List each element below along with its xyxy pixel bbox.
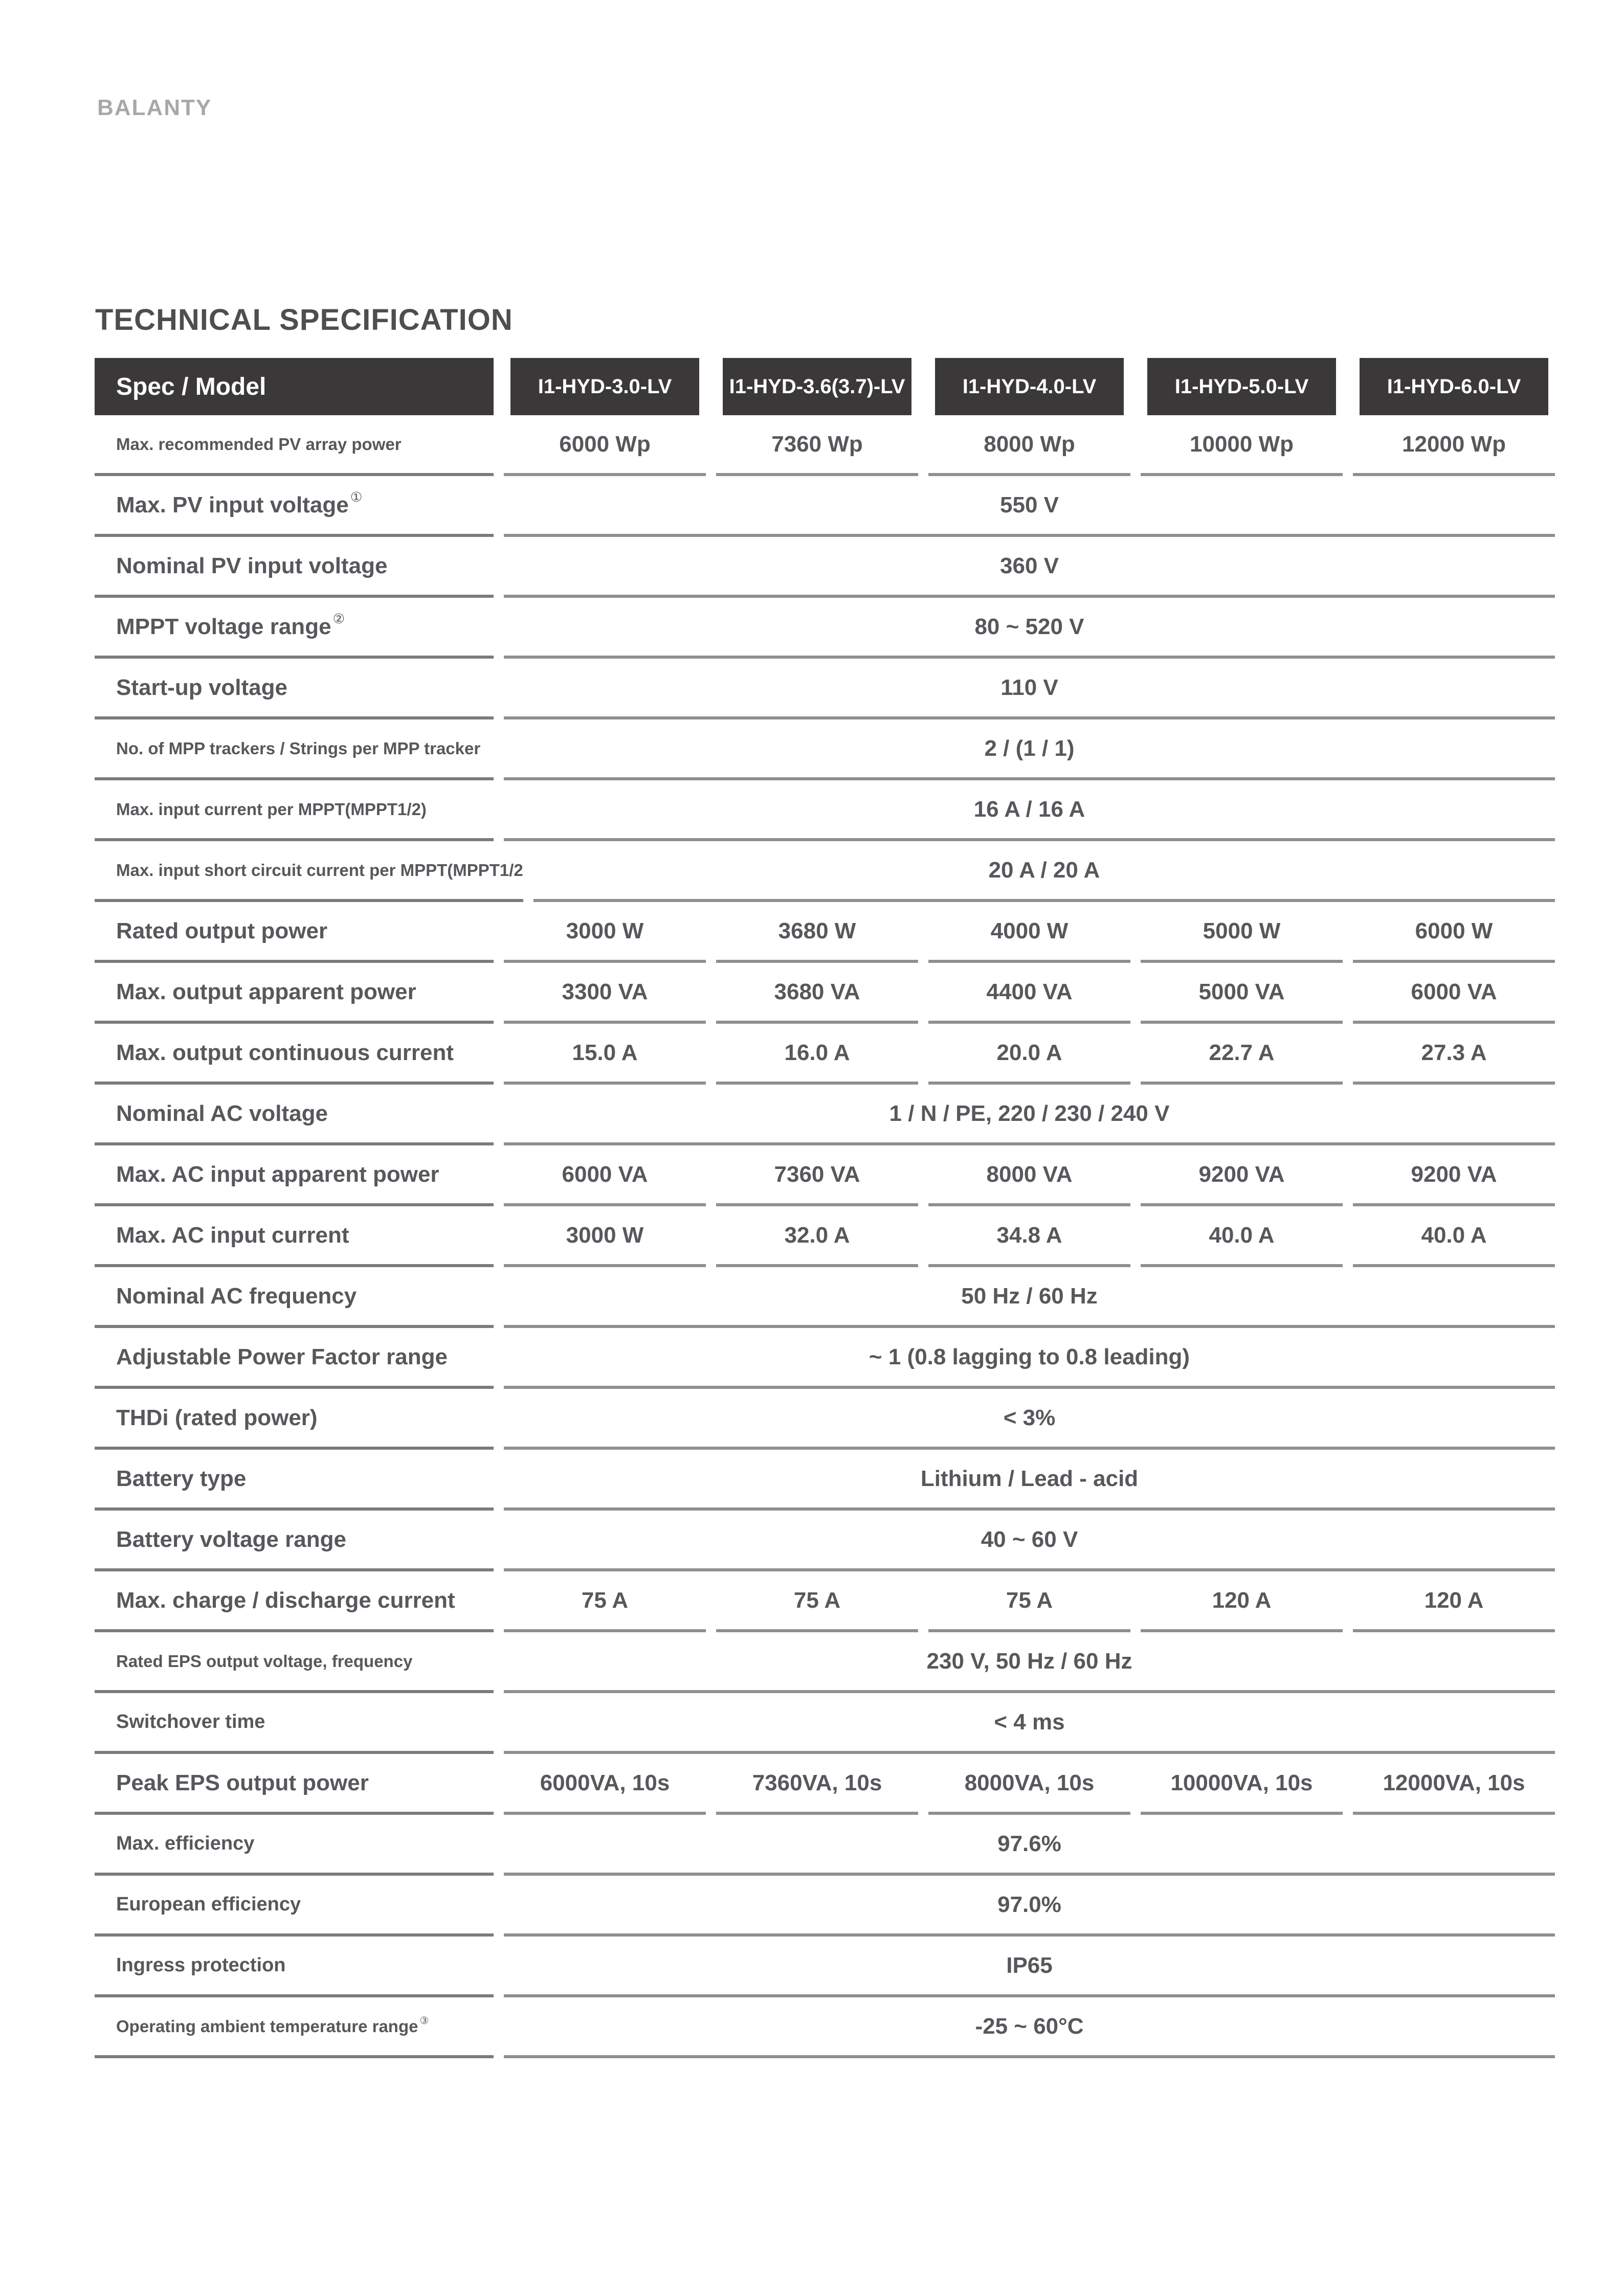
row-label-text: European efficiency: [116, 1894, 301, 1915]
row-values: [504, 1571, 1555, 1632]
value-cell: 7360 Wp: [716, 415, 918, 476]
row-label-text: Max. output continuous current: [116, 1040, 454, 1065]
row-label-text: MPPT voltage range: [116, 614, 331, 639]
row-label-text: Nominal AC voltage: [116, 1100, 328, 1126]
spec-row: [95, 537, 1555, 598]
spec-row: [95, 659, 1555, 719]
spec-row: [95, 1328, 1555, 1389]
model-header-col: [1353, 358, 1555, 415]
merged-value-cell: 20 A / 20 A: [533, 841, 1555, 902]
value-cell: 6000 VA: [1353, 963, 1555, 1024]
row-label: [95, 719, 494, 780]
row-label-text: Battery type: [116, 1466, 247, 1491]
value-cell: 12000 Wp: [1353, 415, 1555, 476]
merged-value-cell: -25 ~ 60°C: [504, 1997, 1555, 2058]
value-cell: 12000VA, 10s: [1353, 1754, 1555, 1815]
row-label: [95, 1024, 494, 1085]
row-label-text: Max. charge / discharge current: [116, 1587, 455, 1613]
spec-row: [95, 841, 1555, 902]
spec-row: [95, 1815, 1555, 1876]
value-cell: 3000 W: [504, 1206, 706, 1267]
spec-row: [95, 1937, 1555, 1997]
model-header-col: [928, 358, 1130, 415]
value-cell: 5000 VA: [1141, 963, 1343, 1024]
merged-value-cell: 97.6%: [504, 1815, 1555, 1876]
spec-row: [95, 1145, 1555, 1206]
value-cell: 20.0 A: [928, 1024, 1130, 1085]
value-cell: 32.0 A: [716, 1206, 918, 1267]
model-header-col: [716, 358, 918, 415]
row-label: [95, 902, 494, 963]
row-values: [504, 719, 1555, 780]
spec-row: [95, 415, 1555, 476]
spec-row: [95, 1997, 1555, 2058]
row-label-text: Max. input short circuit current per MPPT(MPPT1/2: [116, 860, 523, 880]
row-values: [504, 902, 1555, 963]
spec-row: [95, 1632, 1555, 1693]
row-values: [504, 1937, 1555, 1997]
spec-row: [95, 1206, 1555, 1267]
value-cell: 16.0 A: [716, 1024, 918, 1085]
merged-value-cell: 50 Hz / 60 Hz: [504, 1267, 1555, 1328]
row-label-text: Max. PV input voltage: [116, 492, 349, 517]
row-label-text: No. of MPP trackers / Strings per MPP tracker: [116, 738, 481, 758]
merged-value-cell: 110 V: [504, 659, 1555, 719]
spec-row: [95, 1024, 1555, 1085]
spec-row: [95, 476, 1555, 537]
row-label: [95, 1389, 494, 1450]
row-label: [95, 1511, 494, 1571]
value-cell: 10000VA, 10s: [1141, 1754, 1343, 1815]
row-label: [95, 780, 494, 841]
row-values: [504, 1328, 1555, 1389]
row-label: [95, 1997, 494, 2058]
merged-value-cell: Lithium / Lead - acid: [504, 1450, 1555, 1511]
value-cell: 8000 Wp: [928, 415, 1130, 476]
row-values: [504, 1389, 1555, 1450]
row-label-text: Max. efficiency: [116, 1833, 255, 1854]
row-values: [504, 1206, 1555, 1267]
spec-row: [95, 1571, 1555, 1632]
value-cell: 7360VA, 10s: [716, 1754, 918, 1815]
row-values: [504, 659, 1555, 719]
value-cell: 3680 VA: [716, 963, 918, 1024]
row-values: [504, 537, 1555, 598]
merged-value-cell: 550 V: [504, 476, 1555, 537]
row-label-text: Max. input current per MPPT(MPPT1/2): [116, 799, 427, 819]
row-label-text: Start-up voltage: [116, 674, 287, 700]
model-header-cell: I1-HYD-6.0-LV: [1360, 358, 1548, 415]
value-cell: 34.8 A: [928, 1206, 1130, 1267]
row-values: [504, 780, 1555, 841]
spec-row: [95, 1085, 1555, 1145]
row-label: [95, 1754, 494, 1815]
spec-row: [95, 1267, 1555, 1328]
spec-table: [95, 358, 1555, 2058]
row-label: [95, 963, 494, 1024]
model-header-cells: [504, 358, 1555, 415]
row-label: [95, 1206, 494, 1267]
spec-row: [95, 719, 1555, 780]
footnote-marker: ③: [419, 2015, 429, 2027]
value-cell: 6000 W: [1353, 902, 1555, 963]
model-header-cell: I1-HYD-4.0-LV: [935, 358, 1124, 415]
value-cell: 3000 W: [504, 902, 706, 963]
value-cell: 6000VA, 10s: [504, 1754, 706, 1815]
row-values: [504, 1145, 1555, 1206]
value-cell: 4000 W: [928, 902, 1130, 963]
value-cell: 40.0 A: [1141, 1206, 1343, 1267]
value-cell: 75 A: [716, 1571, 918, 1632]
row-values: [504, 963, 1555, 1024]
row-values: [504, 1450, 1555, 1511]
row-values: [504, 1876, 1555, 1937]
merged-value-cell: 80 ~ 520 V: [504, 598, 1555, 659]
row-label-text: THDi (rated power): [116, 1405, 318, 1430]
row-label-text: Adjustable Power Factor range: [116, 1344, 448, 1369]
value-cell: 10000 Wp: [1141, 415, 1343, 476]
value-cell: 40.0 A: [1353, 1206, 1555, 1267]
page-title: TECHNICAL SPECIFICATION: [95, 303, 513, 336]
value-cell: 4400 VA: [928, 963, 1130, 1024]
merged-value-cell: 230 V, 50 Hz / 60 Hz: [504, 1632, 1555, 1693]
row-label: [95, 537, 494, 598]
spec-row: [95, 598, 1555, 659]
merged-value-cell: 2 / (1 / 1): [504, 719, 1555, 780]
value-cell: 9200 VA: [1141, 1145, 1343, 1206]
row-values: [504, 1632, 1555, 1693]
row-values: [504, 1511, 1555, 1571]
spec-row: [95, 1389, 1555, 1450]
row-label: [95, 1876, 494, 1937]
row-label-text: Nominal AC frequency: [116, 1283, 357, 1309]
row-label: [95, 1328, 494, 1389]
model-header-cell: I1-HYD-5.0-LV: [1147, 358, 1336, 415]
row-label: [95, 1632, 494, 1693]
row-label-text: Battery voltage range: [116, 1526, 346, 1552]
row-label: [95, 1145, 494, 1206]
row-values: [504, 1267, 1555, 1328]
value-cell: 6000 Wp: [504, 415, 706, 476]
value-cell: 120 A: [1141, 1571, 1343, 1632]
table-corner-cell: Spec / Model: [95, 358, 494, 415]
row-label-text: Rated output power: [116, 918, 328, 943]
spec-row: [95, 1693, 1555, 1754]
model-header-col: [1141, 358, 1343, 415]
merged-value-cell: ~ 1 (0.8 lagging to 0.8 leading): [504, 1328, 1555, 1389]
value-cell: 15.0 A: [504, 1024, 706, 1085]
row-label-text: Max. AC input apparent power: [116, 1161, 439, 1187]
spec-row: [95, 780, 1555, 841]
brand-logo: BALANTY: [97, 95, 212, 120]
row-values: [504, 1693, 1555, 1754]
value-cell: 7360 VA: [716, 1145, 918, 1206]
value-cell: 8000 VA: [928, 1145, 1130, 1206]
value-cell: 75 A: [504, 1571, 706, 1632]
row-label: [95, 598, 494, 659]
row-label: [95, 1450, 494, 1511]
row-label: [95, 1937, 494, 1997]
row-label: [95, 841, 523, 902]
row-label: [95, 1815, 494, 1876]
merged-value-cell: 40 ~ 60 V: [504, 1511, 1555, 1571]
footnote-marker: ②: [332, 611, 345, 627]
merged-value-cell: 1 / N / PE, 220 / 230 / 240 V: [504, 1085, 1555, 1145]
footnote-marker: ①: [350, 489, 363, 505]
spec-row: [95, 1876, 1555, 1937]
row-label-text: Max. recommended PV array power: [116, 434, 402, 454]
row-label-text: Max. AC input current: [116, 1222, 349, 1248]
row-label-text: Ingress protection: [116, 1954, 286, 1976]
spec-row: [95, 902, 1555, 963]
value-cell: 3300 VA: [504, 963, 706, 1024]
value-cell: 6000 VA: [504, 1145, 706, 1206]
model-header-cell: I1-HYD-3.0-LV: [510, 358, 699, 415]
row-label-text: Nominal PV input voltage: [116, 553, 388, 578]
row-values: [504, 598, 1555, 659]
value-cell: 22.7 A: [1141, 1024, 1343, 1085]
row-values: [533, 841, 1555, 902]
row-label: [95, 415, 494, 476]
row-label-text: Operating ambient temperature range: [116, 2016, 418, 2036]
row-label-text: Max. output apparent power: [116, 979, 416, 1004]
row-values: [504, 1754, 1555, 1815]
row-values: [504, 1024, 1555, 1085]
table-body: [95, 415, 1555, 2058]
value-cell: 120 A: [1353, 1571, 1555, 1632]
spec-row: [95, 1450, 1555, 1511]
row-label-text: Switchover time: [116, 1711, 265, 1732]
row-label-text: Rated EPS output voltage, frequency: [116, 1651, 413, 1671]
merged-value-cell: < 4 ms: [504, 1693, 1555, 1754]
row-values: [504, 415, 1555, 476]
row-values: [504, 1997, 1555, 2058]
row-label: [95, 1267, 494, 1328]
row-label: [95, 1693, 494, 1754]
model-header-col: [504, 358, 706, 415]
row-label: [95, 1085, 494, 1145]
row-label-text: Peak EPS output power: [116, 1770, 369, 1795]
table-header-row: [95, 358, 1555, 415]
spec-row: [95, 1511, 1555, 1571]
row-values: [504, 1815, 1555, 1876]
value-cell: 8000VA, 10s: [928, 1754, 1130, 1815]
row-label: [95, 1571, 494, 1632]
spec-row: [95, 963, 1555, 1024]
value-cell: 27.3 A: [1353, 1024, 1555, 1085]
value-cell: 5000 W: [1141, 902, 1343, 963]
value-cell: 3680 W: [716, 902, 918, 963]
merged-value-cell: 16 A / 16 A: [504, 780, 1555, 841]
merged-value-cell: IP65: [504, 1937, 1555, 1997]
value-cell: 75 A: [928, 1571, 1130, 1632]
model-header-cell: I1-HYD-3.6(3.7)-LV: [723, 358, 911, 415]
row-values: [504, 476, 1555, 537]
row-values: [504, 1085, 1555, 1145]
row-label: [95, 659, 494, 719]
merged-value-cell: 360 V: [504, 537, 1555, 598]
merged-value-cell: 97.0%: [504, 1876, 1555, 1937]
spec-row: [95, 1754, 1555, 1815]
row-label: [95, 476, 494, 537]
merged-value-cell: < 3%: [504, 1389, 1555, 1450]
value-cell: 9200 VA: [1353, 1145, 1555, 1206]
